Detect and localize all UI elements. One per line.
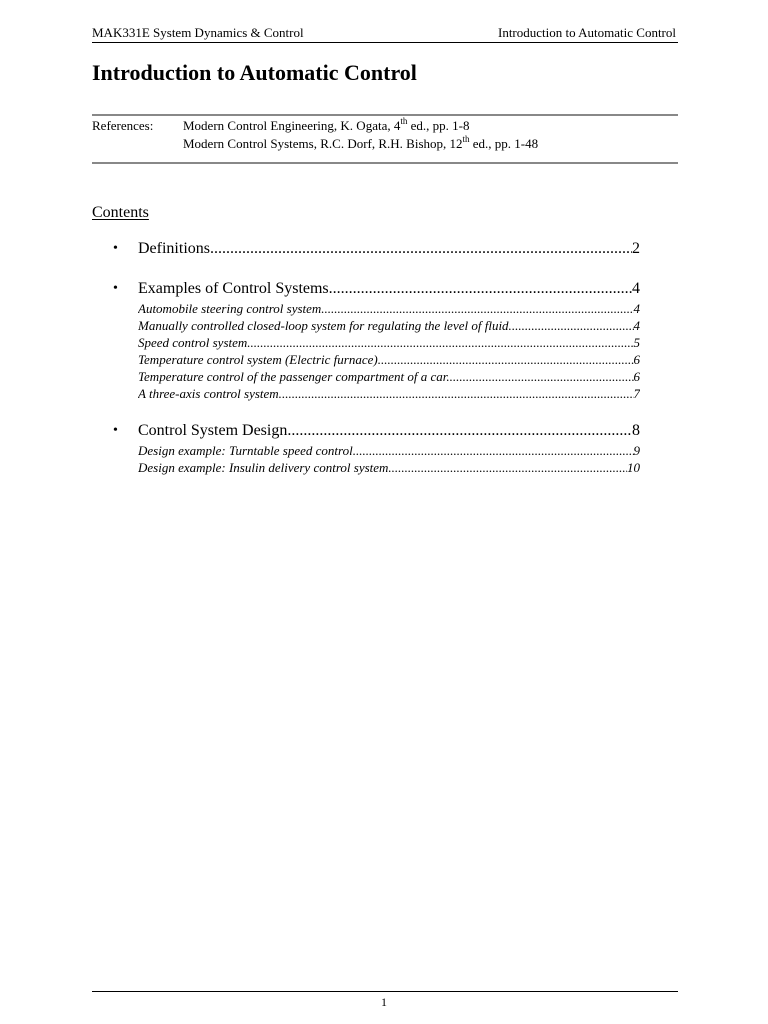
- toc-subentry-label: Design example: Insulin delivery control system.: [138, 460, 392, 475]
- toc-entry-label: Definitions: [138, 238, 210, 260]
- toc-subentry-page: 6: [633, 352, 640, 367]
- toc-entry-label: Examples of Control Systems: [138, 278, 329, 300]
- dot-leader: [287, 420, 632, 442]
- page-number: 1: [381, 995, 387, 1009]
- toc-subentry[interactable]: [92, 385, 640, 402]
- toc-subentry-page: 4: [633, 301, 640, 316]
- toc-entry-page: 4: [632, 280, 640, 297]
- toc-section-design: [92, 420, 640, 476]
- footer-rule: [92, 991, 678, 992]
- bullet-icon: •: [113, 423, 118, 438]
- dot-leader: [512, 317, 634, 334]
- toc-subentry[interactable]: [92, 334, 640, 351]
- toc-entry-page: 2: [632, 240, 640, 257]
- toc-subentry-label: Temperature control system (Electric furnace).: [138, 352, 381, 367]
- header-course-title: MAK331E System Dynamics & Control: [92, 25, 304, 40]
- toc-subentry-label: A three-axis control system.: [138, 386, 282, 401]
- toc-subentry-page: 7: [633, 386, 640, 401]
- toc-subentry-label: Manually controlled closed-loop system for regulating the level of fluid.: [138, 318, 512, 333]
- toc-subentry[interactable]: [92, 300, 640, 317]
- toc-entry-label: Control System Design: [138, 420, 287, 442]
- toc-subentry-label: Temperature control of the passenger compartment of a car.: [138, 369, 450, 384]
- header-rule: [92, 42, 678, 43]
- toc-entry[interactable]: [92, 278, 640, 300]
- toc-subentry-label: Speed control system.: [138, 335, 251, 350]
- toc-sublist: [92, 442, 640, 476]
- dot-leader: [210, 238, 632, 260]
- references-bottom-rule: [92, 162, 678, 164]
- toc-entry[interactable]: [92, 238, 640, 260]
- toc-subentry-page: 5: [633, 335, 640, 350]
- contents-heading: Contents: [92, 204, 149, 221]
- toc-section-definitions: [92, 238, 640, 260]
- dot-leader: [325, 300, 634, 317]
- toc-entry[interactable]: [92, 420, 640, 442]
- references-top-rule: [92, 114, 678, 116]
- toc-entry-page: 8: [632, 422, 640, 439]
- toc-subentry-label: Automobile steering control system.: [138, 301, 325, 316]
- dot-leader: [450, 368, 634, 385]
- toc-subentry[interactable]: [92, 459, 640, 476]
- bullet-icon: •: [113, 281, 118, 296]
- bullet-icon: •: [113, 241, 118, 256]
- toc-sublist: [92, 300, 640, 402]
- toc-subentry[interactable]: [92, 317, 640, 334]
- toc-section-examples: [92, 278, 640, 402]
- toc-subentry[interactable]: [92, 442, 640, 459]
- dot-leader: [282, 385, 634, 402]
- toc-subentry-page: 10: [627, 460, 640, 475]
- running-header: [92, 24, 676, 42]
- toc-subentry[interactable]: [92, 351, 640, 368]
- dot-leader: [353, 442, 634, 459]
- toc-subentry-page: 4: [633, 318, 640, 333]
- dot-leader: [251, 334, 634, 351]
- dot-leader: [329, 278, 632, 300]
- dot-leader: [392, 459, 627, 476]
- dot-leader: [381, 351, 634, 368]
- header-chapter-title: Introduction to Automatic Control: [497, 25, 676, 40]
- document-title: Introduction to Automatic Control: [92, 60, 417, 85]
- references-label: References:: [92, 118, 154, 133]
- toc-subentry-label: Design example: Turntable speed control: [138, 443, 353, 458]
- reference-item: Modern Control Systems, R.C. Dorf, R.H. Bishop, 12th ed., pp. 1-48: [183, 133, 539, 151]
- toc-subentry[interactable]: [92, 368, 640, 385]
- toc-subentry-page: 6: [633, 369, 640, 384]
- reference-item: Modern Control Engineering, K. Ogata, 4th ed., pp. 1-8: [183, 115, 470, 133]
- toc-subentry-page: 9: [633, 443, 640, 458]
